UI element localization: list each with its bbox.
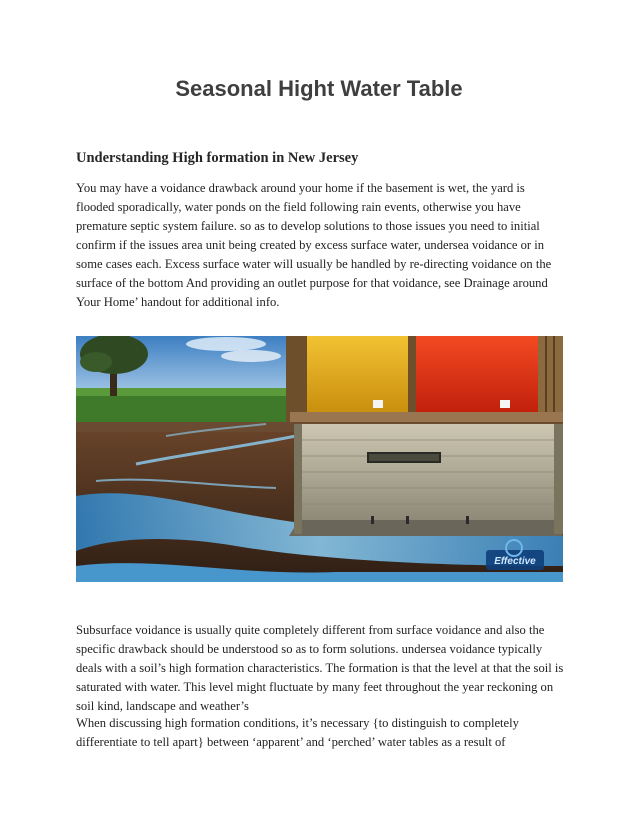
outlet-icon-left	[373, 400, 383, 408]
outlet-icon-right	[500, 400, 510, 408]
yellow-wall	[307, 336, 408, 412]
section-heading: Understanding High formation in New Jersey	[76, 150, 359, 166]
paragraph-intro: You may have a voidance drawback around your home if the basement is wet, the yard is flooded sporadically, water ponds on the field following rain events, otherwise you have premature septic system failure. so as to develop solutions to those issues you need to initial confirm if the issues area unit being created by excess surface water, undersea voidance or in some cases each. Excess surface water will usually be handled by re-directing voidance on the surface of the bottom And providing an outlet purpose for that voidance, see Drainage around Your Home’ handout for additional info.	[76, 181, 552, 309]
logo-text: Effective	[494, 556, 536, 567]
paragraph-subsurface: Subsurface voidance is usually quite completely different from surface voidance and also the specific drawback should be understood so as to form solutions. undersea voidance typically deals with a soil’s high formation characteristics. The formation is that the level at that the soil is saturated with water. This level might fluctuate by many feet throughout the year reckoning on soil kind, landscape and weather’s	[76, 623, 564, 713]
red-wall	[416, 336, 538, 412]
basement-floor	[289, 520, 563, 536]
page-title: Seasonal Hight Water Table	[175, 76, 463, 101]
basement-water-table-illustration	[76, 336, 563, 582]
paragraph-conditions: When discussing high formation conditions, it’s necessary {to distinguish to completely differentiate to tell apart} between ‘apparent’ and ‘perched’ water tables as a result of	[76, 716, 519, 749]
